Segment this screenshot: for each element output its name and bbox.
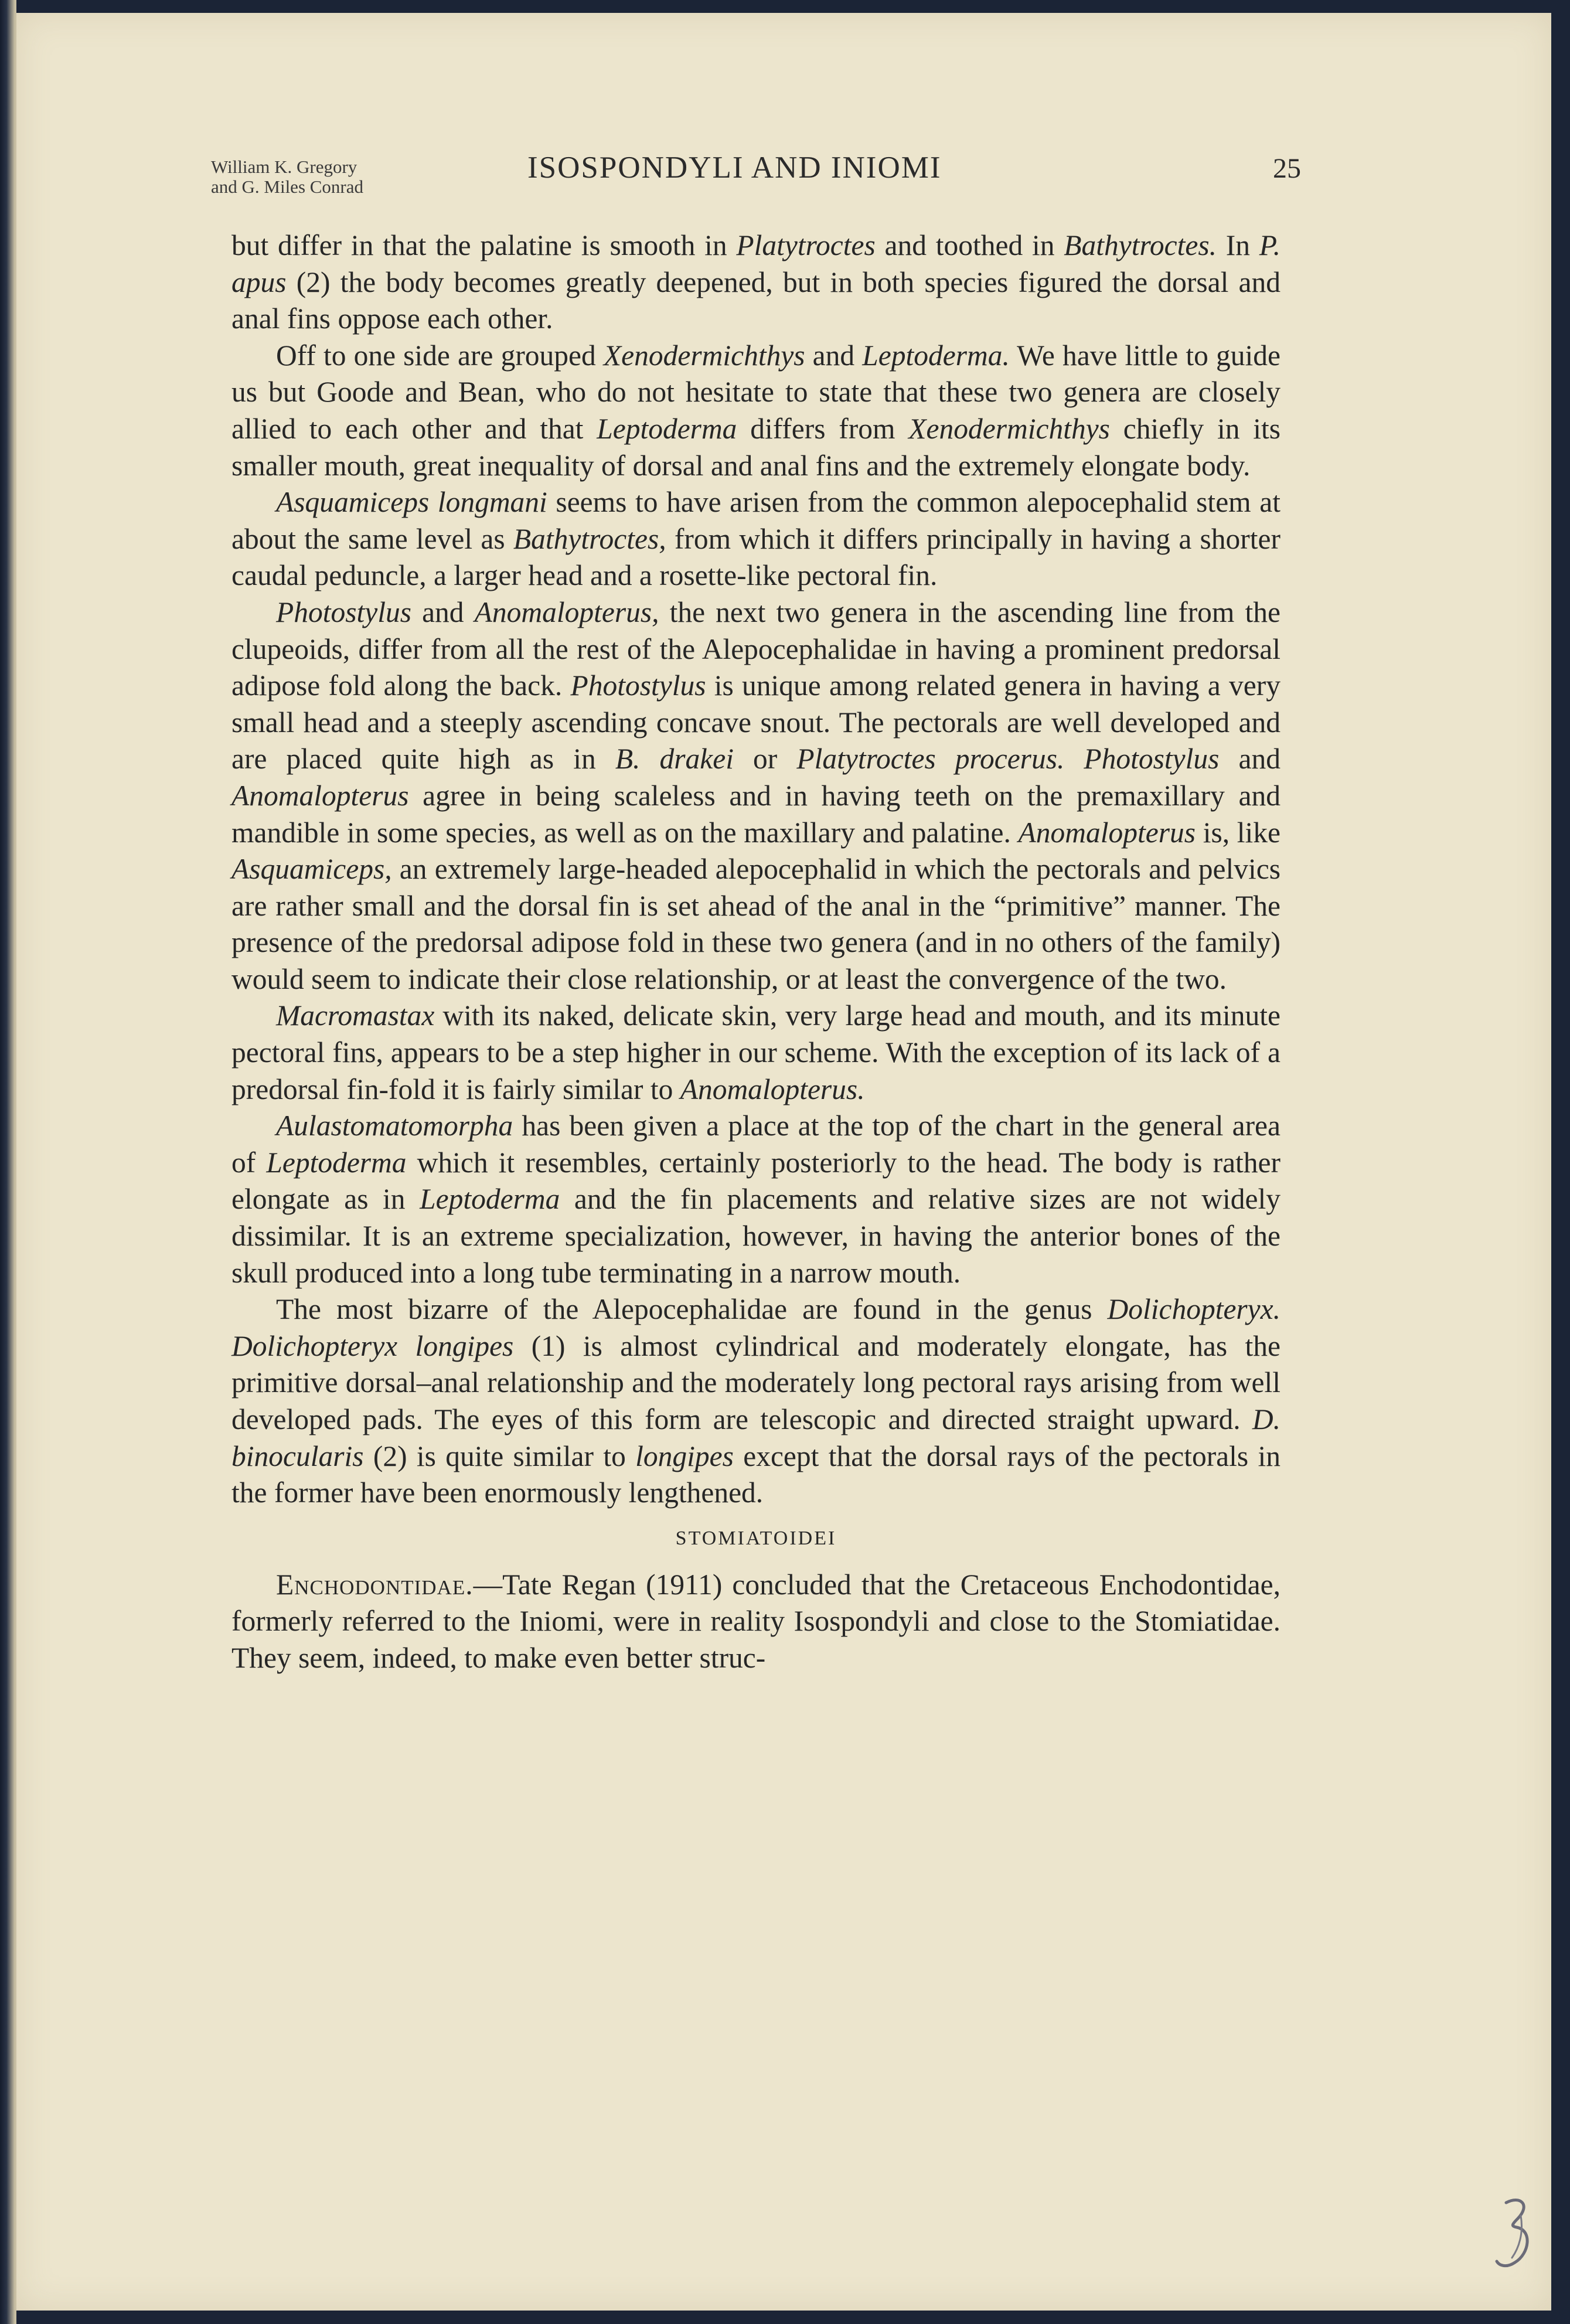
genus-name: Dolichopteryx.	[1107, 1293, 1280, 1326]
genus-name: Macromastax	[276, 999, 435, 1032]
body-text	[231, 227, 1280, 1677]
text-run: (1) is almost cylindrical and moderately elongate, has the primitive dorsal–anal relationship and the moderately long pectoral rays arising from well developed pads. The eyes of this form are telescopic and directed straight upward.	[231, 1329, 1281, 1435]
text-run: has been given a place at the top of the chart in the general area of	[231, 1110, 1280, 1179]
species-name: Dolichopteryx longipes	[231, 1329, 514, 1362]
genus-name: Anomalopterus	[231, 779, 409, 812]
paragraph-3	[231, 484, 1280, 594]
text-run: In	[1217, 229, 1259, 261]
text-run: is, like	[1196, 816, 1280, 849]
text-run: and toothed in	[875, 229, 1064, 261]
species-name: B. drakei	[615, 743, 734, 775]
genus-name: Anomalopterus.	[680, 1073, 865, 1105]
text-run: with its naked, delicate skin, very large head and mouth, and its minute pectoral fins, appears to be a step higher in our scheme. With the exception of its lack of a predorsal fin-fold it is fairly similar to	[231, 999, 1280, 1105]
text-run: —Tate Regan (1911) concluded that the Cretaceous Enchodontidae, formerly referred to the Iniomi, were in reality Isospondyli and close to the Stomiatidae. They seem, indeed, to make even better struc-	[231, 1568, 1280, 1674]
species-name: longipes	[635, 1440, 734, 1472]
text-run: an extremely large-headed alepocephalid in which the pectorals and pelvics are rather small and the dorsal fin is set ahead of the anal in the “primitive” manner. The presence of the predorsal adipose fold in these two genera (and in no others of the family) would seem to indicate their close relationship, or at least the convergence of the two.	[231, 853, 1280, 995]
text-run: from which it differs principally in having a shorter caudal peduncle, a larger head and a rosette-like pectoral fin.	[231, 522, 1280, 592]
family-heading: Enchodontidae.	[276, 1568, 474, 1601]
text-run: Off to one side are grouped	[276, 339, 604, 372]
text-run: except that the dorsal rays of the pectorals in the former have been enormously lengthened.	[231, 1440, 1280, 1509]
text-run: or	[733, 743, 797, 775]
genus-name: Xenodermichthys	[603, 339, 805, 372]
running-header	[211, 147, 1301, 205]
page-number: 25	[1273, 153, 1301, 184]
page-edge-shadow	[0, 0, 16, 2324]
handwritten-pencil-mark	[1489, 2192, 1541, 2280]
text-run: (2) the body becomes greatly deepened, but in both species figured the dorsal and anal fins oppose each other.	[231, 266, 1280, 335]
text-run: agree in being scaleless and in having teeth on the premaxillary and mandible in some species, as well as on the maxillary and palatine.	[231, 779, 1280, 849]
genus-name: Platytroctes	[736, 229, 876, 261]
text-run: the next two genera in the ascending line from the clupeoids, differ from all the rest of the Alepocephalidae in having a prominent predorsal adipose fold along the back.	[231, 596, 1280, 702]
genus-name: Anomalopterus,	[474, 596, 659, 628]
genus-name: Aulastomatomorpha	[276, 1110, 513, 1142]
genus-name: Anomalopterus	[1018, 816, 1196, 849]
species-name: Platytroctes procerus.	[796, 743, 1065, 775]
species-name: D. binocularis	[231, 1403, 1280, 1472]
text-run: (2) is quite similar to	[363, 1440, 636, 1472]
genus-name: Bathytroctes.	[1064, 229, 1217, 261]
species-name: Asquamiceps longmani	[276, 486, 547, 519]
text-run: and the fin placements and relative sizes are not widely dissimilar. It is an extreme specialization, however, in having the anterior bones of the skull produced into a long tube terminating in a narrow mouth.	[231, 1183, 1280, 1289]
paragraph-6	[231, 1108, 1280, 1291]
text-run: and	[1219, 743, 1280, 775]
genus-name: Leptoderma	[597, 412, 737, 445]
genus-name: Xenodermichthys	[908, 412, 1110, 445]
genus-name: Leptoderma	[420, 1183, 560, 1216]
author-line-1: William K. Gregory	[211, 156, 357, 177]
running-title: ISOSPONDYLI AND INIOMI	[527, 151, 942, 185]
genus-name: Leptoderma.	[862, 339, 1010, 372]
text-run: differs from	[737, 412, 909, 445]
species-name: P. apus	[231, 229, 1281, 298]
paragraph-2	[231, 338, 1280, 484]
paragraph-7	[231, 1291, 1280, 1512]
author-line-2: and G. Miles Conrad	[211, 176, 364, 197]
paragraph-4	[231, 594, 1280, 998]
text-run: The most bizarre of the Alepocephalidae are found in the genus	[276, 1293, 1108, 1326]
text-run: chiefly in its smaller mouth, great inequality of dorsal and anal fins and the extremely elongate body.	[231, 412, 1280, 482]
text-run: but differ in that the palatine is smooth in	[231, 229, 737, 261]
genus-name: Photostylus	[276, 596, 411, 628]
text-run: seems to have arisen from the common alepocephalid stem at about the same level as	[231, 486, 1280, 555]
paragraph-1	[231, 227, 1280, 338]
paragraph-5	[231, 998, 1280, 1108]
genus-name: Bathytroctes,	[513, 522, 666, 555]
genus-name: Leptoderma	[266, 1146, 407, 1179]
text-run: and	[805, 339, 863, 372]
text-run: We have little to guide us but Goode and Bean, who do not hesitate to state that these two genera are closely allied to each other and that	[231, 339, 1280, 445]
section-heading: STOMIATOIDEI	[675, 1527, 837, 1549]
text-run: which it resembles, certainly posteriorly to the head. The body is rather elongate as in	[231, 1146, 1280, 1216]
author-credit	[211, 157, 363, 197]
text-run: and	[411, 596, 475, 628]
text-run: is unique among related genera in having a very small head and a steeply ascending concave snout. The pectorals are well developed and are placed quite high as in	[231, 669, 1280, 775]
genus-name: Asquamiceps,	[231, 853, 392, 886]
paragraph-8	[231, 1567, 1280, 1677]
text-run	[1064, 743, 1084, 775]
genus-name: Photostylus	[1084, 743, 1220, 775]
genus-name: Photostylus	[570, 669, 706, 702]
